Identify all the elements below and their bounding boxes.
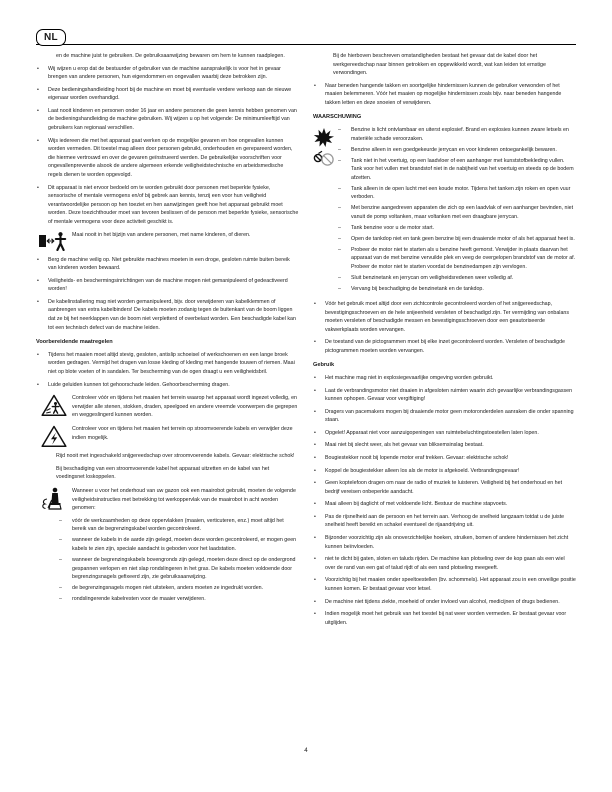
bullet-marker: • xyxy=(37,137,39,144)
bullet-marker: • xyxy=(314,339,316,346)
no-bystanders-icon xyxy=(36,230,72,251)
dash-marker: – xyxy=(338,157,341,164)
icon-note xyxy=(36,424,299,448)
icon-note xyxy=(36,230,299,251)
list-item xyxy=(313,338,576,355)
right-column xyxy=(313,52,576,631)
bullet-marker: • xyxy=(37,65,39,72)
list-item-text: Luide geluiden kunnen tot gehoorschade leiden. Gehoorbescherming dragen. xyxy=(48,381,230,388)
sub-list-item xyxy=(56,584,299,593)
list-item-text: Wij wijzen u erop dat de bestuurder of gebruiker van de machine aansprakelijk is voor het in gevaar brengen van andere personen, hun eigendommen en ongevallen waarbij deze betrokken zijn. xyxy=(48,65,281,81)
dash-marker: – xyxy=(338,185,341,192)
language-badge: NL xyxy=(36,29,66,46)
dash-marker: – xyxy=(59,585,62,592)
section-heading-gebruik: Gebruik xyxy=(313,362,335,369)
section-heading-voorbereidende: Voorbereidende maatregelen xyxy=(36,339,113,346)
dash-marker: – xyxy=(338,246,341,253)
list-item-text: Dragers van pacemakers mogen bij draaiende motor geen motoronderdelen aanraken die onder spanning staan. xyxy=(325,408,574,424)
explosion-icon xyxy=(314,128,334,147)
list-item xyxy=(313,479,576,496)
bullet-marker: • xyxy=(37,184,39,191)
bullet-marker: • xyxy=(314,577,316,584)
bullet-marker: • xyxy=(37,277,39,284)
electric-note-paragraph-2: Rijd nooit met ingeschakeld snijgereedschap over stroomvoerende kabels. Gevaar: elektrische schok! xyxy=(56,453,295,460)
dash-marker: – xyxy=(59,517,62,524)
dash-marker: – xyxy=(59,596,62,603)
sub-list-item-text: de begrenzingsnagels mogen niet uitsteken, anders moeten ze ingedrukt worden. xyxy=(72,585,264,592)
list-item-text: Tijdens het maaien moet altijd stevig, gesloten, antislip schoeisel of werkschoenen en een lange broek worden gedragen. Vermijd het dragen van losse kleding of kleding met hangende touwen of riemen. Maai niet op blote voeten of in sandalen. Ter bescherming van de ogen draagt u een veiligheidsbril. xyxy=(48,351,295,375)
list-item-text: Maai alleen bij daglicht of met voldoende licht. Bestuur de machine stapvoets. xyxy=(325,501,508,508)
icon-note-text xyxy=(72,424,299,442)
dash-marker: – xyxy=(338,285,341,292)
list-item-text: Wijs iedereen die met het apparaat gaat werken op de mogelijke gevaren en hoe ongevallen kunnen worden vermeden. Dit toestel mag alleen door personen gebruikt, onderhouden en gerepareerd worden, die hiermee vertrouwd en over de gevaren geïnstrueerd werden. De gebruikelijke voorschriften voor ongevallenpreventie alsook de andere algemeen erkende veiligheidstechnische en arbeidsmedische regels dienen te worden opgevolgd. xyxy=(48,137,293,178)
bullet-marker: • xyxy=(314,480,316,487)
list-item-text: Dit apparaat is niet ervoor bedoeld om te worden gebruikt door personen met beperkte fysieke, sensorische of mentale vermogens en/of bij gebrek aan kennis, tenzij een voor hun veiligheid verantwoordelijke persoon op hen toeziet en hen aanwijzingen geeft hoe het apparaat gebruikt moet worden. Deze toezichthouder moet van tevoren beslissen of de persoon met beperkte fysieke, sensorische of mentale vermogens voor deze activiteit geschikt is. xyxy=(48,184,299,225)
bullet-marker: • xyxy=(37,107,39,114)
list-item xyxy=(313,555,576,572)
electric-note-paragraph-3: Bij beschadiging van een stroomvoerende kabel het apparaat uitzetten en de kabel van het voedingsnet loskoppelen. xyxy=(56,465,270,481)
list-item xyxy=(313,610,576,627)
list-item-text: Pas de rijsnelheid aan de persoon en het terrein aan. Verhoog de snelheid langzaam totdat u de juiste snelheid heeft bereikt en schakel eventueel de rijaandrijving uit. xyxy=(325,513,565,529)
dash-marker: – xyxy=(338,127,341,134)
bullet-marker: • xyxy=(314,455,316,461)
list-item-text: niet te dicht bij gaten, sloten en taluds rijden. De machine kan plotseling over de kop gaan als een wiel over de rand van een gat of talud rijdt of als een rand plotseling meegeeft. xyxy=(325,556,565,571)
icon-note-text: Maai nooit in het bijzijn van andere personen, met name kinderen, of dieren. xyxy=(72,232,251,239)
list-item xyxy=(36,381,299,390)
sub-list-item xyxy=(335,185,576,202)
sub-list-item xyxy=(335,146,576,155)
list-item xyxy=(313,300,576,334)
dash-marker: – xyxy=(338,235,341,242)
list-item-text: Vóór het gebruik moet altijd door een zichtcontrole gecontroleerd worden of het snijgereedschap, bevestigingsschroeven en de hele snijeenheid versleten of beschadigd zijn. Ter vermijding van onbalans moeten versleten of beschadigde messen en bevestigingsschroeven door een geautoriseerde vakwerkplaats worden vervangen. xyxy=(325,300,570,333)
sub-list-item-text: Benzine is licht ontvlambaar en uiterst explosief. Brand en explosies kunnen zware letsels en materiële schade veroorzaken. xyxy=(351,127,569,142)
list-item xyxy=(313,534,576,551)
list-item xyxy=(36,65,299,82)
dash-marker: – xyxy=(338,224,341,231)
right-intro-continuation-paragraph: Bij de hierboven beschreven omstandigheden bestaat het gevaar dat de kabel door het werkgereedschap naar binnen getrokken en opgewikkeld wordt, wat kan leiden tot ernstige verwondingen. xyxy=(333,53,546,77)
sub-list-item-text: Open de tankdop niet en tank geen benzine bij een draaiende motor of als het apparaat heet is. xyxy=(351,235,575,242)
sub-list-item xyxy=(335,126,576,143)
sub-list-item xyxy=(335,246,576,272)
left-column xyxy=(36,52,299,631)
bullet-marker: • xyxy=(314,611,316,618)
list-item xyxy=(313,408,576,425)
bullet-marker: • xyxy=(314,374,316,381)
sub-list-item xyxy=(335,274,576,283)
sub-list-item xyxy=(56,595,299,604)
sub-list-item xyxy=(335,204,576,221)
list-item xyxy=(36,184,299,227)
bullet-marker: • xyxy=(314,501,316,508)
icon-note-text: Wanneer u voor het onderhoud van uw gazon ook een maairobot gebruikt, moeten de volgende veiligheidsinstructies met betrekking tot werkoppervlak van de maairobot in acht worden genomen: xyxy=(72,487,296,512)
bullet-marker: • xyxy=(314,535,316,542)
bullet-marker: • xyxy=(314,598,316,605)
robot-mower-sub-list xyxy=(36,517,299,604)
list-item xyxy=(36,107,299,133)
bullet-marker: • xyxy=(37,351,39,358)
list-item-text: Het machine mag niet in explosiegevaarlijke omgeving worden gebruikt. xyxy=(325,374,494,381)
bullet-marker: • xyxy=(314,82,316,89)
icon-note-text-line1: Controleer voor en tijdens het maaien het terrein op stroomvoerende kabels en verwijder deze indien mogelijk. xyxy=(72,426,293,441)
sub-list-item-text: wanneer de begrenzingskabels bovengronds zijn gelegd, moeten deze direct op de ondergrond gespannen verlopen en niet slap rondslingeren in het gras. De kabels moeten voldoende door begrenzingsnagels gefixeerd zijn, zie gebruiksaanwijzing. xyxy=(72,556,296,581)
bullet-marker: • xyxy=(37,86,39,93)
bullet-marker: • xyxy=(314,442,316,449)
sub-list-item xyxy=(335,157,576,183)
list-item-text: Maai niet bij slecht weer, als het gevaar van bliksemsinslag bestaat. xyxy=(325,442,484,449)
list-item xyxy=(36,86,299,103)
list-item-text: Bougiestekker nooit bij lopende motor eraf trekken. Gevaar: elektrische schok! xyxy=(325,455,509,461)
list-item-text: Geen koptelefoon dragen om naar de radio of muziek te luisteren. Veiligheid bij het onderhoud en het bedrijf vereisen onbeperkte aandacht. xyxy=(325,480,563,495)
intro-continuation-paragraph: en de machine juist te gebruiken. De gebruiksaanwijzing bewaren om hem te kunnen raadplegen. xyxy=(56,53,285,59)
sub-list-item xyxy=(335,235,576,244)
list-item xyxy=(36,256,299,273)
list-item xyxy=(313,513,576,530)
sub-list-item-text: Tank alleen in de open lucht met een koude motor. Tijdens het tanken zijn roken en open vuur verboden. xyxy=(351,185,571,201)
list-item xyxy=(313,467,576,476)
robot-mower-icon xyxy=(36,486,72,511)
list-item-text: Naar beneden hangende takken en soortgelijke hindernissen kunnen de gebruiker verwonden of het maaien belemmeren. Vóór het maaien op mogelijke hindernissen zoals bijv. naar beneden hangende takken letten en deze snoeien of verwijderen. xyxy=(325,82,562,106)
header-divider xyxy=(36,44,576,45)
warning-debris-icon xyxy=(36,393,72,417)
warning-dash-list xyxy=(335,126,576,296)
sub-list-item xyxy=(335,285,576,294)
list-item-text: Koppel de bougiestekker alleen los als de motor is afgekoeld. Verbrandingsgevaar! xyxy=(325,467,520,474)
bullet-marker: • xyxy=(314,429,316,436)
page-number: 4 xyxy=(304,747,308,754)
warning-icons-cell xyxy=(313,126,335,173)
sub-list-item-text: Sluit benzinetank en jerrycan om veiligheidsredenen weer volledig af. xyxy=(351,274,514,281)
list-item-text: Voorzichtig bij het maaien onder speeltoestellen (bv. schommels). Het apparaat zou in een onveilige positie kunnen komen. Er bestaat gevaar voor letsel. xyxy=(325,577,576,592)
bullet-marker: • xyxy=(314,408,316,415)
sub-list-item-text: rondslingerende kabelresten voor de maaier verwijderen. xyxy=(72,596,206,603)
bullet-marker: • xyxy=(314,387,316,394)
no-smoking-fuel-icon xyxy=(314,151,333,165)
list-item xyxy=(313,387,576,404)
warning-block xyxy=(313,126,576,296)
sub-list-item-text: wanneer de kabels in de aarde zijn gelegd, moeten deze worden gecontroleerd, er mogen geen kabels te zien zijn, speciale aandacht is geboden voor het laadstation. xyxy=(72,537,297,552)
bullet-marker: • xyxy=(37,256,39,263)
warning-electric-icon xyxy=(36,424,72,448)
dash-marker: – xyxy=(338,205,341,212)
list-item xyxy=(36,351,299,377)
section-heading-waarschuwing: WAARSCHUWING xyxy=(313,114,362,121)
sub-list-item-text: Probeer de motor niet te starten als u benzine heeft gemorst. Verwijder in plaats daarvan het apparaat van de met benzine vervuilde plek en veeg de overgelopen brandstof van de motor af. Probeer de motor niet te starten voordat de benzinedampen zijn vervlogen. xyxy=(351,246,576,270)
list-item-text: Berg de machine veilig op. Niet gebruikte machines moeten in een droge, gesloten ruimte buiten bereik van kinderen worden bewaard. xyxy=(48,256,290,272)
dash-marker: – xyxy=(59,537,62,544)
dash-marker: – xyxy=(338,274,341,281)
sub-list-item xyxy=(56,517,299,534)
list-item-text: Laat nooit kinderen en personen onder 16 jaar en andere personen die geen kennis hebben genomen van de bedieningshandleiding de machine gebruiken. Wij wijzen u op het volgende: De minimumleeftijd van gebruikers kan regionaal verschillen. xyxy=(48,107,297,132)
sub-list-item-text: Benzine alleen in een goedgekeurde jerrycan en voor kinderen ontoegankelijk bewaren. xyxy=(351,146,557,153)
list-item-text: Veiligheids- en beschermingsinrichtingen van de machine mogen niet gemanipuleerd of gedeactiveerd worden! xyxy=(48,277,288,293)
list-item xyxy=(313,598,576,607)
dash-marker: – xyxy=(338,146,341,153)
two-column-body xyxy=(36,52,576,631)
list-item xyxy=(313,429,576,438)
list-item xyxy=(313,500,576,509)
icon-note-text: Controleer vóór en tijdens het maaien het terrein waarop het apparaat wordt ingezet volledig, en verwijder alle stenen, stokken, draden, speelgoed en andere vreemde voorwerpen die gegrepen en weggeslingerd kunnen worden. xyxy=(72,395,298,419)
list-item xyxy=(313,576,576,593)
list-item xyxy=(36,137,299,180)
bullet-marker: • xyxy=(37,381,39,388)
bullet-marker: • xyxy=(314,467,316,474)
sub-list-item xyxy=(335,224,576,233)
list-item xyxy=(313,374,576,383)
bullet-marker: • xyxy=(314,513,316,520)
bullet-marker: • xyxy=(37,298,39,305)
icon-note xyxy=(36,393,299,420)
sub-list-item-text: Met benzine aangedreven apparaten die zich op een laadvlak of een aanhanger bevinden, niet vanuit de pomp voltanken, maar voltanken met een draagbare jerrycan. xyxy=(351,205,574,220)
bullet-marker: • xyxy=(314,300,316,307)
sub-list-item-text: vóór de werkzaamheden op deze oppervlakken (maaien, verticuteren, enz.) moet altijd het bereik van de begrenzingskabel worden gecontroleerd. xyxy=(72,517,284,533)
sub-list-item-text: Vervang bij beschadiging de benzinetank en de tankdop. xyxy=(351,285,484,292)
sub-list-item xyxy=(56,556,299,582)
list-item-text: Bijzonder voorzichtig zijn als onoverzichtelijke hoeken, struiken, bomen of andere hindernissen het zicht kunnen beïnvloeden. xyxy=(325,535,569,550)
sub-list-item-text: Tank niet in het voertuig, op een laadvloer of een aanhanger met kunststofbekleding vullen. Tank voor het vullen met brandstof niet in de nabijheid van het voertuig en steeds op de bodem afzetten. xyxy=(351,157,574,181)
list-item xyxy=(313,441,576,450)
sub-list-item xyxy=(56,536,299,553)
list-item-text: Deze bedieningshandleiding hoort bij de machine en moet bij eventuele verdere verkoop aan de nieuwe eigenaar worden overhandigd. xyxy=(48,86,292,102)
list-item-text: Opgelet! Apparaat niet voor aanzuigopeningen van ruimtebeluchtingstoestellen laten lopen. xyxy=(325,429,539,436)
list-item-text: De machine niet tijdens ziekte, moeheid of onder invloed van alcohol, medicijnen of drugs bedienen. xyxy=(325,598,560,605)
icon-note xyxy=(36,486,299,513)
bullet-marker: • xyxy=(314,556,316,563)
list-item-text: De kabelinstallering mag niet worden gemanipuleerd, bijv. door verwijderen van kabelklemmen of aanbrengen van extra kabelbinders! De kabels moeten zodanig tegen de buitenkant van de boom liggen dat ze bij het neerklappen van de boom niet verpletterd of overbelast worden. Een beschadigde kabel kan tot een technisch defect van de machine leiden. xyxy=(48,298,296,331)
list-item-text: Indien mogelijk moet het gebruik van het toestel bij nat weer worden vermeden. Er bestaat gevaar voor uitglijden. xyxy=(325,611,567,626)
list-item xyxy=(36,277,299,294)
list-item-text: Laat de verbrandingsmotor niet draaien in afgesloten ruimten waarin zich gevaarlijke verbrandingsgassen kunnen ophopen. Gevaar voor vergiftiging! xyxy=(325,387,573,403)
list-item xyxy=(313,454,576,463)
sub-list-item-text: Tank benzine voor u de motor start. xyxy=(351,224,435,231)
dash-marker: – xyxy=(59,556,62,563)
list-item-text: De toestand van de pictogrammen moet bij elke inzet gecontroleerd worden. Versleten of beschadigde pictogrammen moeten worden vervangen. xyxy=(325,339,565,354)
list-item xyxy=(36,298,299,332)
list-item xyxy=(313,82,576,108)
